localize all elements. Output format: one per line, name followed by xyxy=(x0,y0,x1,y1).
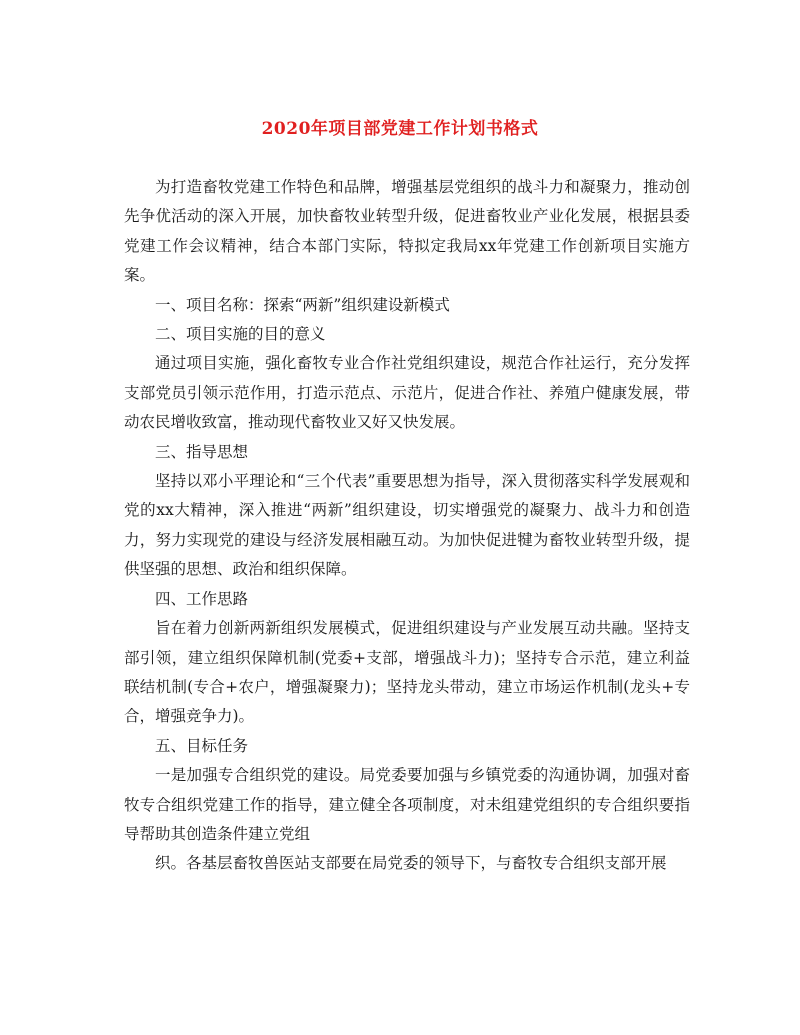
section-heading-objectives: 五、目标任务 xyxy=(155,736,249,755)
paragraph-intro: 为打造畜牧党建工作特色和品牌，增强基层党组织的战斗力和凝聚力，推动创先争优活动的深入开展，加快畜牧业转型升级，促进畜牧业产业化发展，根据县委党建工作会议精神，结合本部门实际，特拟定我局xx年党建工作创新项目实施方案。 xyxy=(124,178,690,285)
paragraph-guiding-ideology: 坚持以邓小平理论和“三个代表”重要思想为指导，深入贯彻落实科学发展观和党的xx大精神，深入推进“两新”组织建设，切实增强党的凝聚力、战斗力和创造力，努力实现党的建设与经济发展相融互动。为加快促进犍为畜牧业转型升级，提供坚强的思想、政治和组织保障。 xyxy=(124,472,690,579)
section-heading-guiding-ideology: 三、指导思想 xyxy=(155,442,249,461)
paragraph-objectives-1: 一是加强专合组织党的建设。局党委要加强与乡镇党委的沟通协调，加强对畜牧专合组织党建工作的指导，建立健全各项制度，对未组建党组织的专合组织要指导帮助其创造条件建立党组 xyxy=(124,766,690,843)
paragraph-purpose: 通过项目实施，强化畜牧专业合作社党组织建设，规范合作社运行，充分发挥支部党员引领示范作用，打造示范点、示范片，促进合作社、养殖户健康发展，带动农民增收致富，推动现代畜牧业又好又快发展。 xyxy=(124,354,690,432)
document-title: 2020年项目部党建工作计划书格式 xyxy=(261,119,539,139)
section-heading-work-approach: 四、工作思路 xyxy=(155,589,249,608)
section-heading-project-name: 一、项目名称：探索“两新”组织建设新模式 xyxy=(155,295,450,314)
section-heading-purpose: 二、项目实施的目的意义 xyxy=(155,325,326,344)
paragraph-objectives-2: 织。各基层畜牧兽医站支部要在局党委的领导下，与畜牧专合组织支部开展 xyxy=(155,854,667,873)
paragraph-work-approach: 旨在着力创新两新组织发展模式，促进组织建设与产业发展互动共融。坚持支部引领，建立组织保障机制(党委+支部，增强战斗力)；坚持专合示范，建立利益联结机制(专合+农户，增强凝聚力)；坚持龙头带动，建立市场运作机制(龙头+专合，增强竞争力)。 xyxy=(124,619,690,726)
document-body xyxy=(124,173,690,879)
